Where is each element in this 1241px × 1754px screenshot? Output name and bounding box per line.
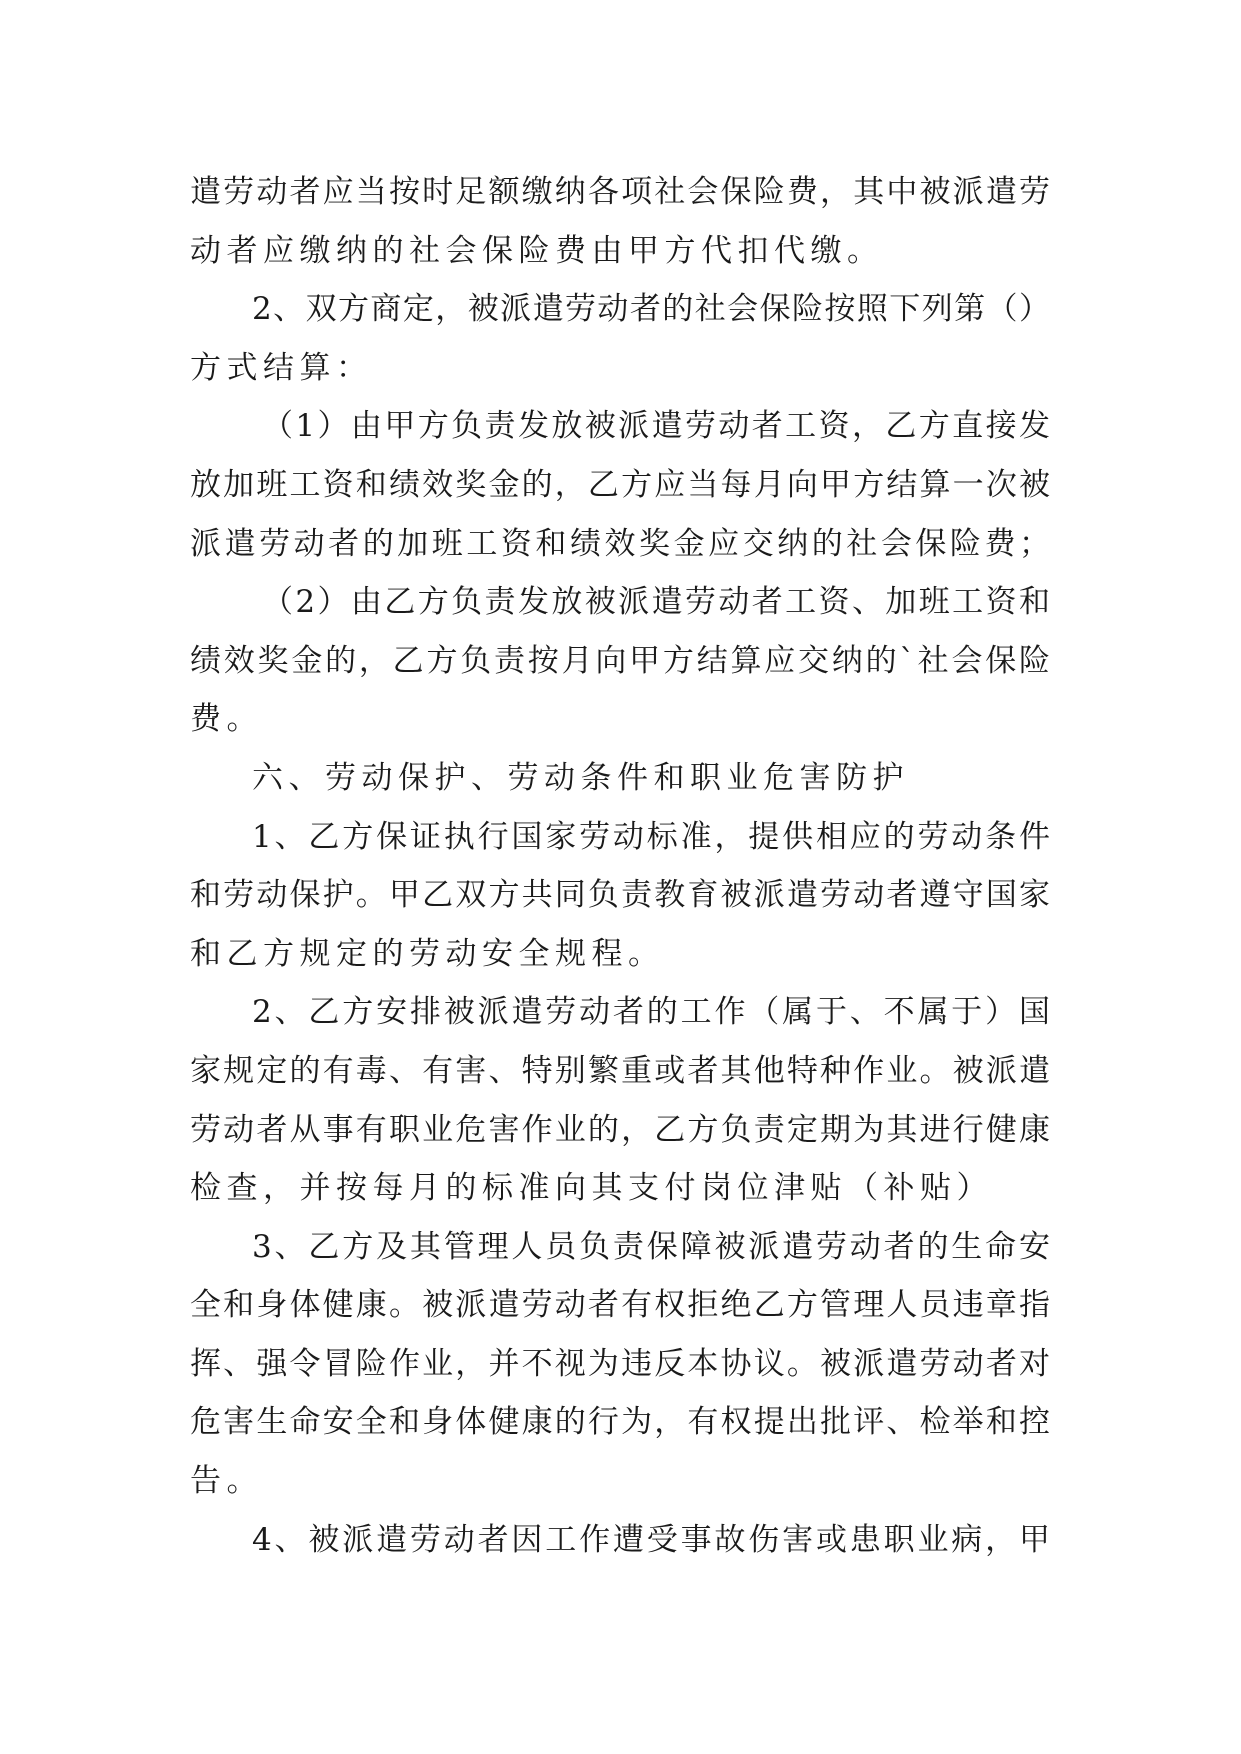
text-line: 危害生命安全和身体健康的行为，有权提出批评、检举和控 — [190, 1404, 1050, 1441]
text-line: 费。 — [190, 701, 263, 738]
text-line: 1、乙方保证执行国家劳动标准，提供相应的劳动条件 — [252, 818, 1050, 855]
document-page — [190, 163, 1050, 1569]
text-line: 遣劳动者应当按时足额缴纳各项社会保险费，其中被派遣劳 — [190, 174, 1050, 210]
text-line: 3、乙方及其管理人员负责保障被派遣劳动者的生命安 — [252, 1228, 1050, 1265]
text-line: 动者应缴纳的社会保险费由甲方代扣代缴。 — [190, 232, 884, 269]
text-line: 挥、强令冒险作业，并不视为违反本协议。被派遣劳动者对 — [190, 1345, 1050, 1382]
text-line: 2、乙方安排被派遣劳动者的工作（属于、不属于）国 — [252, 994, 1050, 1031]
text-line: 放加班工资和绩效奖金的，乙方应当每月向甲方结算一次被 — [190, 466, 1050, 503]
text-line: 检查，并按每月的标准向其支付岗位津贴（补贴） — [190, 1170, 993, 1207]
text-line: （2）由乙方负责发放被派遣劳动者工资、加班工资和 — [262, 584, 1050, 621]
text-line: 派遣劳动者的加班工资和绩效奖金应交纳的社会保险费； — [190, 525, 1050, 562]
text-line: 4、被派遣劳动者因工作遭受事故伤害或患职业病，甲 — [252, 1521, 1050, 1558]
text-line: 和劳动保护。甲乙双方共同负责教育被派遣劳动者遵守国家 — [190, 877, 1050, 914]
text-line: 2、双方商定，被派遣劳动者的社会保险按照下列第（） — [252, 291, 1050, 328]
text-line: 劳动者从事有职业危害作业的，乙方负责定期为其进行健康 — [190, 1111, 1050, 1148]
text-line: 家规定的有毒、有害、特别繁重或者其他特种作业。被派遣 — [190, 1052, 1050, 1089]
text-line: 全和身体健康。被派遣劳动者有权拒绝乙方管理人员违章指 — [190, 1287, 1050, 1324]
text-line: （1）由甲方负责发放被派遣劳动者工资，乙方直接发 — [262, 408, 1050, 445]
text-line: 和乙方规定的劳动安全规程。 — [190, 935, 665, 972]
text-line: 方式结算： — [190, 349, 373, 386]
text-line: 告。 — [190, 1463, 263, 1500]
section-heading: 六、劳动保护、劳动条件和职业危害防护 — [252, 759, 909, 796]
text-line: 绩效奖金的，乙方负责按月向甲方结算应交纳的`社会保险 — [190, 642, 1050, 679]
